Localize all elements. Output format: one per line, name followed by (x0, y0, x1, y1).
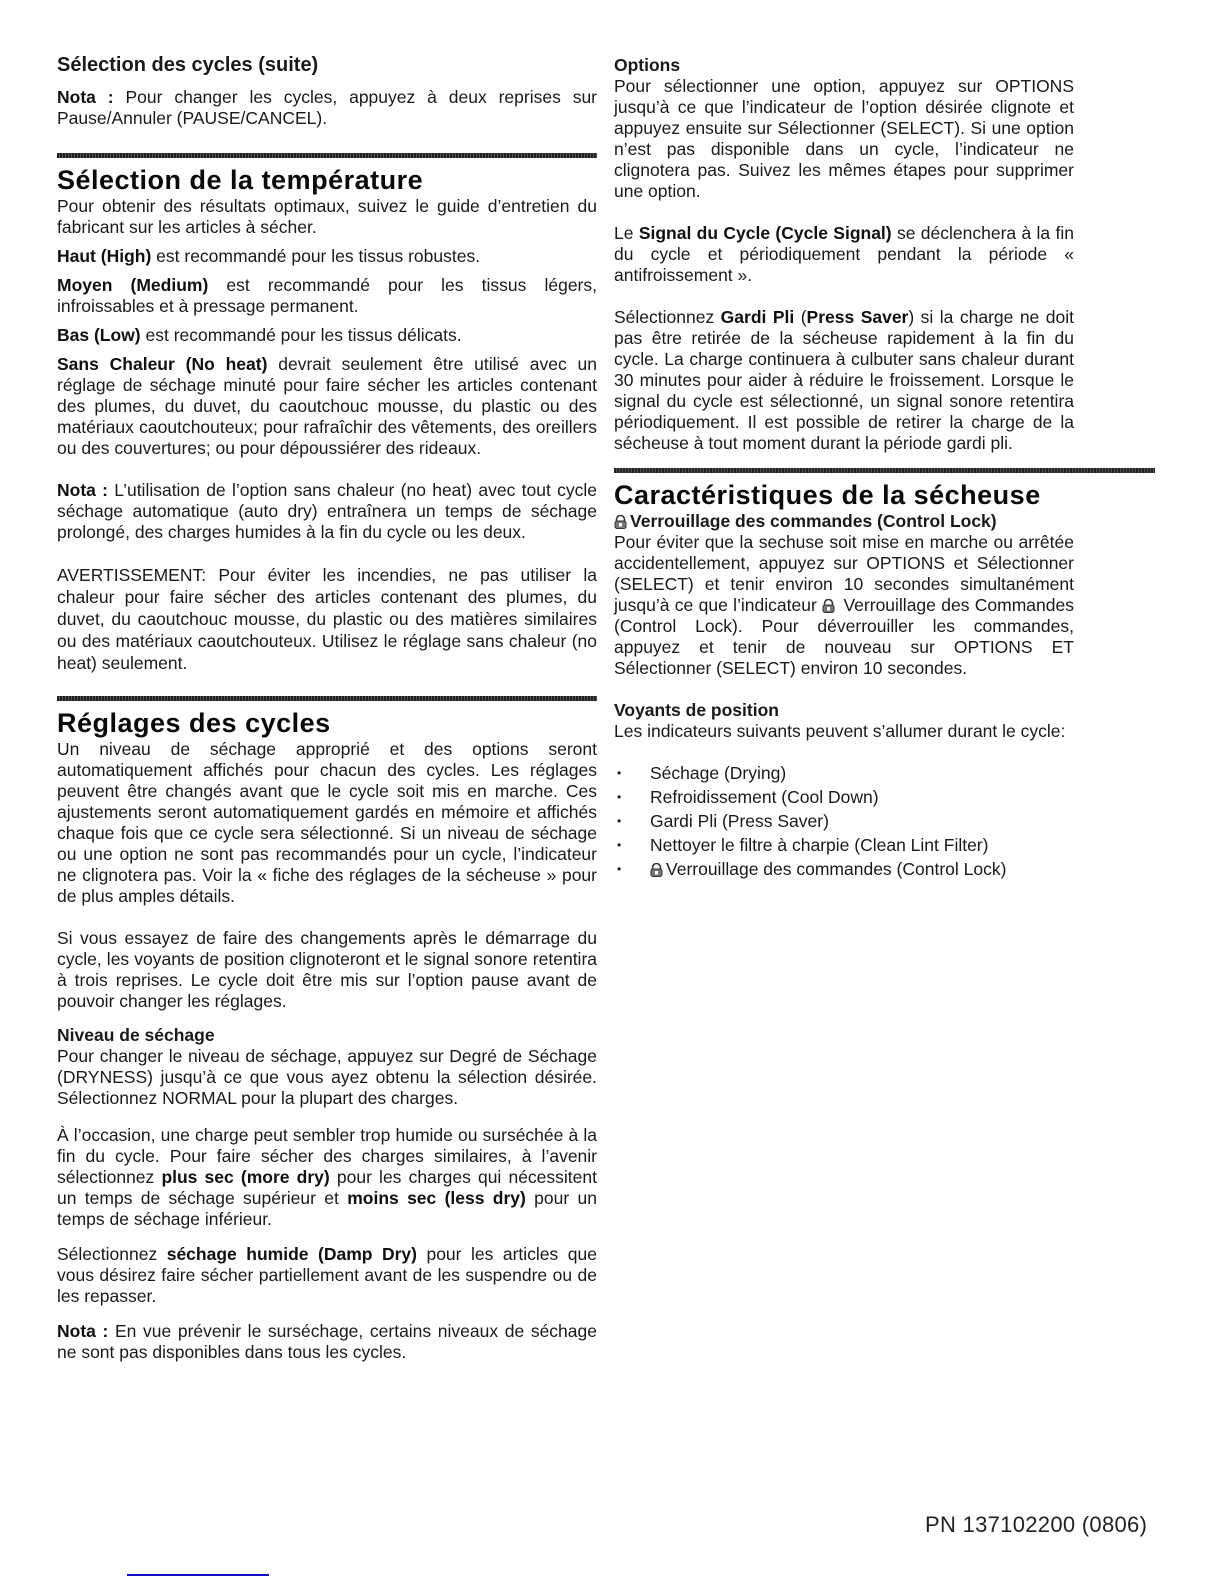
temperature-heading: Sélection de la température (57, 165, 424, 195)
indicator-item (614, 785, 1074, 809)
cycle-selection-note (57, 87, 597, 129)
indicator-label: Gardi Pli (Press Saver) (650, 811, 829, 831)
dryness-level-heading: Niveau de séchage (57, 1025, 215, 1045)
status-lights-heading: Voyants de position (614, 700, 779, 720)
note-text: En vue prévenir le surséchage, certains niveaux de séchage ne sont pas disponibles dans tous les cycles. (57, 1321, 597, 1362)
dryness-level-text: Pour changer le niveau de séchage, appuyez sur Degré de Séchage (DRYNESS) jusqu’à ce que vous ayez obtenu la sélection désirée. Sélectionnez NORMAL pour la plupart des charges. (57, 1046, 597, 1108)
indicator-item (614, 761, 1074, 785)
indicator-label: Refroidissement (Cool Down) (650, 787, 879, 807)
low-text: est recommandé pour les tissus délicats. (140, 325, 462, 345)
dryer-features-heading: Caractéristiques de la sécheuse (614, 480, 1041, 510)
bullet: • (617, 838, 622, 852)
options-text: Pour sélectionner une option, appuyez sur OPTIONS jusqu’à ce que l’indicateur de l’option désirée clignote et appuyez ensuite sur Sélectionner (SELECT). Si une option n’est pas disponible dans un cycle, l’indicateur ne clignotera pas. Suivez les mêmes étapes pour supprimer une option. (614, 76, 1074, 201)
bullet: • (617, 790, 622, 804)
indicator-item (614, 833, 1074, 857)
less-dry-label: moins sec (less dry) (347, 1188, 526, 1208)
link-underline (127, 1574, 269, 1576)
lock-icon (614, 515, 627, 529)
indicator-label: Séchage (Drying) (650, 763, 787, 783)
temp-low (57, 325, 597, 346)
occasion-text: pour un temps de séchage inférieur. (57, 1188, 597, 1229)
cycle-signal-label: Signal du Cycle (Cycle Signal) (638, 223, 892, 243)
lock-text: Pour éviter que la sechuse soit mise en marche ou arrêtée accidentellement, appuyez sur OPTIONS et Sélectionner (SELECT) et tenir environ 10 secondes simultanément jusqu’à ce que l’indicateur (614, 532, 1074, 615)
high-label: Haut (High) (57, 246, 152, 266)
status-lights-intro: Les indicateurs suivants peuvent s’allumer durant le cycle: (614, 721, 1066, 741)
press-saver-paragraph (614, 307, 1074, 454)
cycle-settings-heading: Réglages des cycles (57, 708, 331, 738)
control-lock-text (614, 532, 1074, 679)
temp-high (57, 246, 597, 267)
no-heat-text: devrait seulement être utilisé avec un réglage de séchage minuté pour faire sécher les articles contenant des plumes, du duvet, du caoutchouc mousse, du plastic ou des matériaux caoutchouteux; pour rafraîchir des vêtements, des oreillers ou des couvertures; ou pour dépoussiérer des rideaux. (57, 354, 597, 458)
press-saver-label: Press Saver (806, 307, 909, 327)
indicator-list (614, 761, 1074, 881)
indicator-label: Nettoyer le filtre à charpie (Clean Lint Filter) (650, 835, 989, 855)
control-lock-title: Verrouillage des commandes (Control Lock) (630, 511, 997, 531)
low-label: Bas (Low) (57, 325, 141, 345)
fire-warning: AVERTISSEMENT: Pour éviter les incendies, ne pas utiliser la chaleur pour faire sécher des articles contenant des plumes, du duvet, du caoutchouc mousse, du plastic ou des matières similaires ou des matériaux caoutchouteux. Utilisez le réglage sans chaleur (no heat) seulement. (57, 565, 597, 673)
temperature-note (57, 480, 597, 543)
control-lock-heading (614, 511, 1074, 532)
temperature-intro: Pour obtenir des résultats optimaux, suivez le guide d’entretien du fabricant sur les articles à sécher. (57, 196, 597, 237)
press-text: ( (794, 307, 807, 327)
note-text: Pour changer les cycles, appuyez à deux reprises sur Pause/Annuler (PAUSE/CANCEL). (57, 87, 598, 128)
indicator-label: Verrouillage des commandes (Control Lock) (666, 859, 1007, 879)
cycle-settings-p2: Si vous essayez de faire des changements après le démarrage du cycle, les voyants de position clignoteront et le signal sonore retentira à trois reprises. Le cycle doit être mis sur l’option pause avant de pouvoir changer les réglages. (57, 928, 597, 1011)
lock-icon (650, 863, 663, 877)
medium-text: est recommandé pour les tissus légers, infroissables et à pressage permanent. (57, 275, 597, 316)
gardi-pli-label: Gardi Pli (720, 307, 795, 327)
note-label: Nota : (57, 1321, 109, 1341)
bullet: • (617, 862, 622, 876)
section-divider (57, 696, 597, 701)
press-text: ) si la charge ne doit pas être retirée de la sécheuse rapidement à la fin du cycle. La charge continuera à culbuter sans chaleur durant 30 minutes pour aider à réduire le froissement. Lorsque le signal du cycle est sélectionné, un signal sonore retentira périodiquement. Il est possible de retirer la charge de la sécheuse à tout moment durant la période gardi pli. (614, 307, 1074, 453)
occasion-paragraph (57, 1125, 597, 1230)
left-column (57, 52, 597, 1363)
lock-text: Verrouillage des Commandes (Control Lock). Pour déverrouiller les commandes, appuyez et tenir de nouveau sur OPTIONS ET Sélectionner (SELECT) environ 10 secondes. (614, 595, 1074, 678)
temp-no-heat (57, 354, 597, 459)
right-column (614, 52, 1074, 881)
cycle-settings-p1: Un niveau de séchage approprié et des options seront automatiquement affichés pour chacun des cycles. Les réglages peuvent être changés avant que le cycle soit mis en marche. Ces ajustements seront automatiquement gardés en mémoire et affichés chaque fois que ce cycle sera sélectionné. Si un niveau de séchage ou une option ne sont pas recommandés pour un cycle, l’indicateur ne clignotera pas. Voir la « fiche des réglages de la sécheuse » pour de plus amples détails. (57, 739, 597, 906)
note-label: Nota : (57, 480, 109, 500)
press-text: Sélectionnez (614, 307, 721, 327)
damp-dry-label: séchage humide (Damp Dry) (166, 1244, 417, 1264)
medium-label: Moyen (Medium) (57, 275, 209, 295)
damp-text: Sélectionnez (57, 1244, 167, 1264)
temp-medium (57, 275, 597, 317)
more-dry-label: plus sec (more dry) (161, 1167, 330, 1187)
bullet: • (617, 814, 622, 828)
damp-dry-paragraph (57, 1244, 597, 1307)
part-number: PN 137102200 (0806) (925, 1512, 1148, 1537)
note-label: Nota : (57, 87, 114, 107)
no-heat-label: Sans Chaleur (No heat) (57, 354, 268, 374)
high-text: est recommandé pour les tissus robustes. (151, 246, 481, 266)
indicator-item (614, 809, 1074, 833)
lock-icon (822, 599, 835, 613)
signal-text: se déclenchera à la fin du cycle et périodiquement pendant la période « antifroissement ». (614, 223, 1074, 285)
occasion-text: À l’occasion, une charge peut sembler trop humide ou surséchée à la fin du cycle. Pour faire sécher des charges similaires, à l’avenir sélectionnez (57, 1125, 597, 1187)
cycle-signal-paragraph (614, 223, 1074, 286)
damp-text: pour les articles que vous désirez faire sécher partiellement avant de les suspendre ou de les repasser. (57, 1244, 597, 1306)
occasion-text: pour les charges qui nécessitent un temps de séchage supérieur et (57, 1167, 597, 1208)
cycle-selection-continued-heading: Sélection des cycles (suite) (57, 54, 319, 76)
options-heading: Options (614, 55, 681, 75)
indicator-item (614, 857, 1074, 881)
signal-text: Le (614, 223, 639, 243)
note-text: L’utilisation de l’option sans chaleur (no heat) avec tout cycle séchage automatique (auto dry) entraînera un temps de séchage prolongé, des charges humides à la fin du cycle ou les deux. (57, 480, 597, 542)
section-divider (614, 468, 1155, 473)
overdry-note (57, 1321, 597, 1363)
bullet: • (617, 766, 622, 780)
section-divider (57, 153, 597, 158)
